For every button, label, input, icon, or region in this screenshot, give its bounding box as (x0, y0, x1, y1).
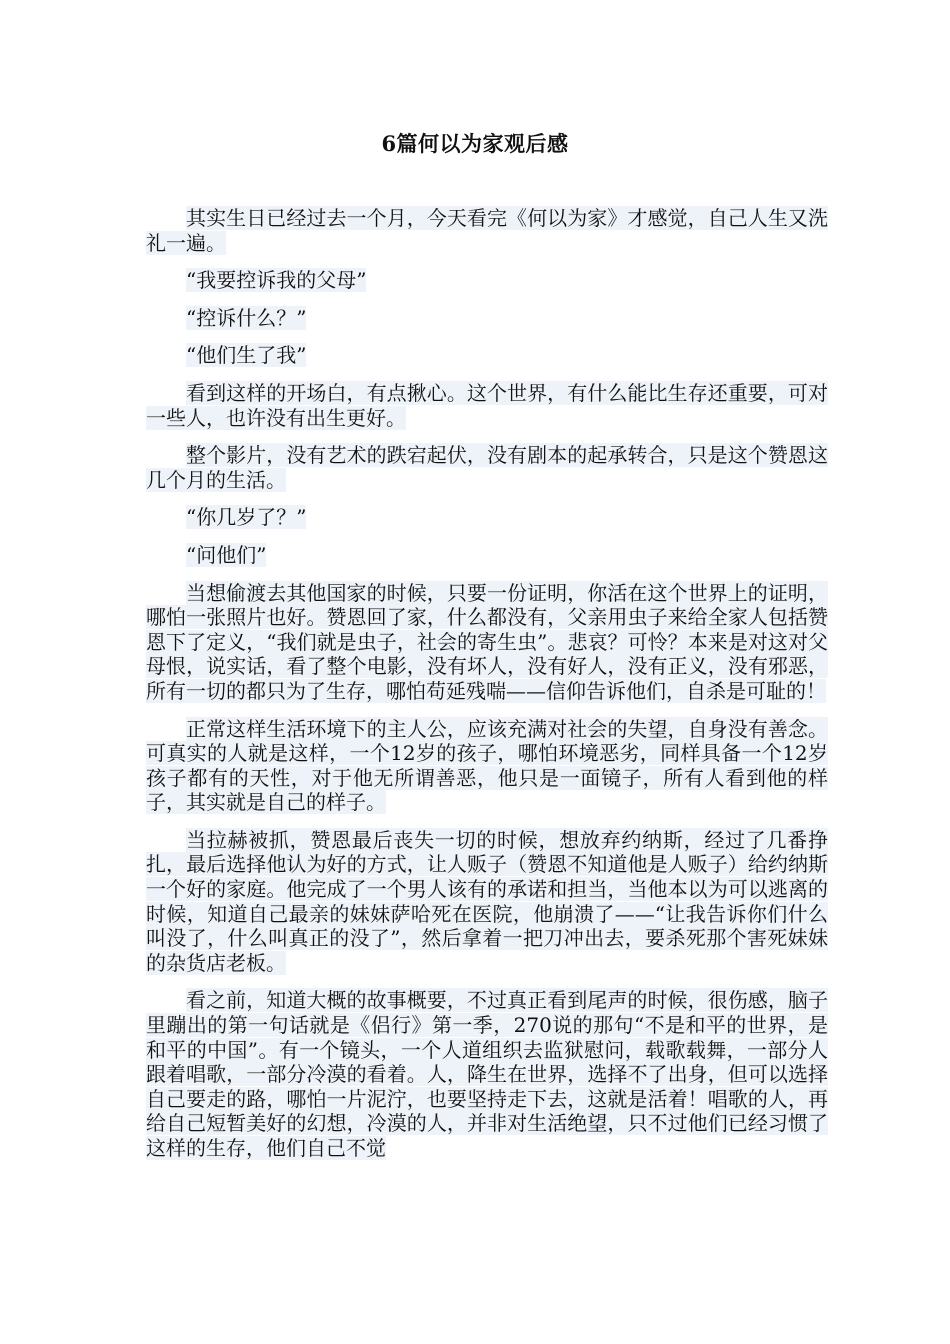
paragraph (146, 581, 828, 704)
paragraph (146, 988, 828, 1160)
document-body (146, 206, 828, 1174)
paragraph (146, 443, 828, 492)
paragraph (146, 306, 828, 331)
paragraph (146, 343, 828, 368)
paragraph-text: 当拉赫被抓，赞恩最后丧失一切的时候，想放弃约纳斯，经过了几番挣扎，最后选择他认为好的方式，让人贩子（赞恩不知道他是人贩子）给约纳斯一个好的家庭。他完成了一个男人该有的承诺和担当，当他本以为可以逃离的时候，知道自己最亲的妹妹萨哈死在医院，他崩溃了——“让我告诉你们什么叫没了，什么叫真正的没了”，然后拿着一把刀冲出去，要杀死那个害死妹妹的杂货店老板。 (146, 827, 828, 975)
paragraph (146, 505, 828, 530)
paragraph (146, 717, 828, 815)
paragraph-text: 其实生日已经过去一个月，今天看完《何以为家》才感觉，自己人生又洗礼一遍。 (146, 206, 828, 255)
paragraph-text: 正常这样生活环境下的主人公，应该充满对社会的失望，自身没有善念。可真实的人就是这样，一个12岁的孩子，哪怕环境恶劣，同样具备一个12岁孩子都有的天性，对于他无所谓善恶，他只是一面镜子，所有人看到他的样子，其实就是自己的样子。 (146, 716, 828, 815)
paragraph-text: “我要控诉我的父母” (186, 268, 367, 293)
paragraph-text: 整个影片，没有艺术的跌宕起伏，没有剧本的起承转合，只是这个赞恩这几个月的生活。 (146, 443, 828, 492)
document-title: 6篇何以为家观后感 (381, 131, 569, 156)
paragraph-text: 看到这样的开场白，有点揪心。这个世界，有什么能比生存还重要，可对一些人，也许没有出生更好。 (146, 380, 828, 430)
paragraph (146, 381, 828, 430)
paragraph (146, 206, 828, 255)
paragraph-text: “问他们” (186, 542, 267, 567)
paragraph (146, 828, 828, 976)
paragraph-text: 看之前，知道大概的故事概要，不过真正看到尾声的时候，很伤感，脑子里蹦出的第一句话就是《侣行》第一季，270说的那句“不是和平的世界，是和平的中国”。有一个镜头，一个人道组织去监狱慰问，载歌载舞，一部分人跟着唱歌，一部分冷漠的看着。人，降生在世界，选择不了出身，但可以选择自己要走的路，哪怕一片泥泞，也要坚持走下去，这就是活着！唱歌的人，再给自己短暂美好的幻想，冷漠的人，并非对生活绝望，只不过他们已经习惯了这样的生存，他们自己不觉 (146, 988, 828, 1160)
paragraph-text: 当想偷渡去其他国家的时候，只要一份证明，你活在这个世界上的证明，哪怕一张照片也好。赞恩回了家，什么都没有，父亲用虫子来给全家人包括赞恩下了定义，“我们就是虫子，社会的寄生虫”。悲哀？可怜？本来是对这对父母恨，说实话，看了整个电影，没有坏人，没有好人，没有正义，没有邪恶，所有一切的都只为了生存，哪怕苟延残喘——信仰告诉他们，自杀是可耻的！ (146, 580, 828, 703)
paragraph (146, 543, 828, 568)
paragraph-text: “控诉什么？” (186, 305, 307, 330)
paragraph-text: “你几岁了？” (186, 505, 307, 530)
paragraph (146, 268, 828, 293)
paragraph-text: “他们生了我” (186, 343, 307, 368)
